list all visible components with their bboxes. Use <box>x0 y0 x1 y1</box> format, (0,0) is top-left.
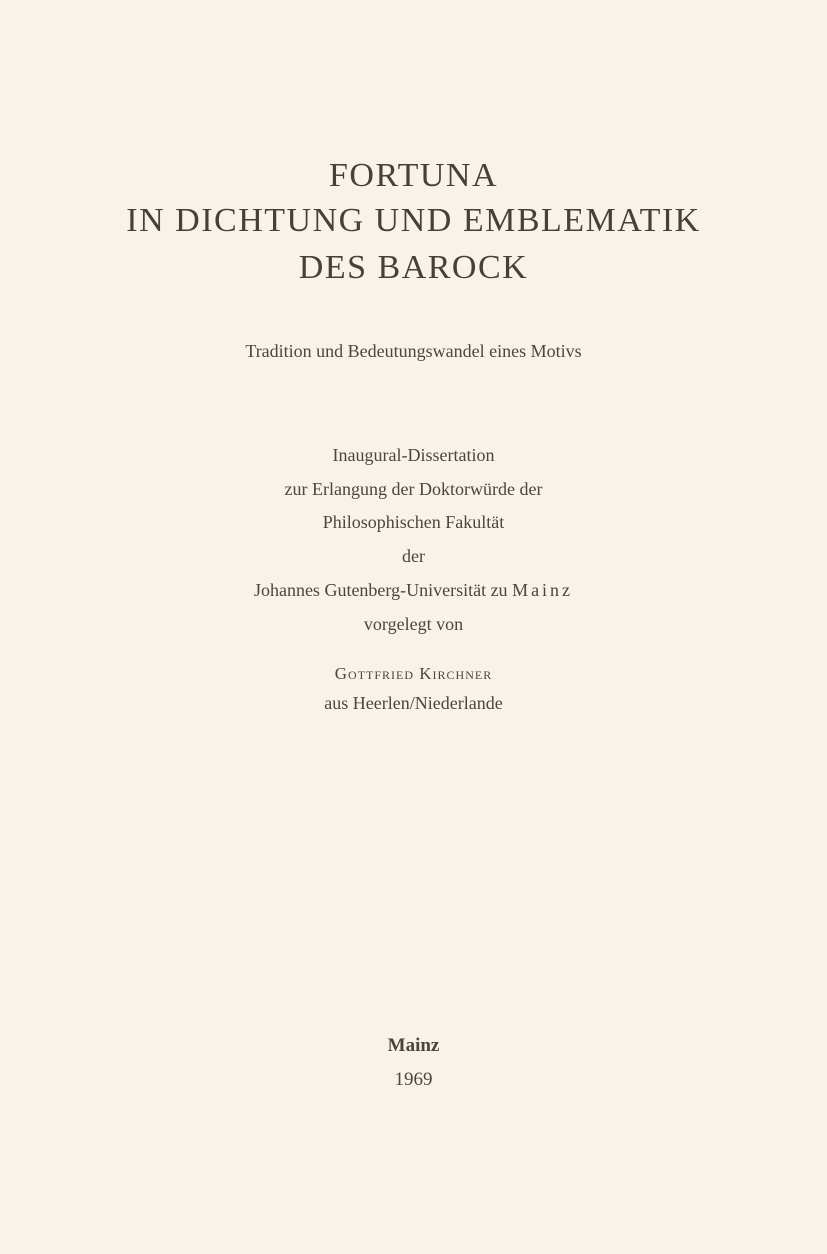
title-line-1: FORTUNA <box>328 157 499 194</box>
imprint-place: Mainz <box>387 1035 440 1056</box>
imprint-year: 1969 <box>394 1069 433 1090</box>
university-city: Mainz <box>512 580 574 600</box>
author-name: Gottfried Kirchner <box>334 664 493 683</box>
dissertation-line-2: zur Erlangung der Doktorwürde der <box>284 479 543 499</box>
subtitle: Tradition und Bedeutungswandel eines Motivs <box>245 341 582 361</box>
dissertation-line-1: Inaugural-Dissertation <box>332 445 495 465</box>
university-text: Johannes Gutenberg-Universität zu <box>253 580 513 600</box>
title-line-3: DES BAROCK <box>298 249 529 286</box>
title-line-2: IN DICHTUNG UND EMBLEMATIK <box>126 202 701 239</box>
dissertation-line-4: der <box>402 546 425 566</box>
dissertation-line-5 <box>0 578 827 602</box>
author-origin: aus Heerlen/Niederlande <box>324 693 503 713</box>
dissertation-line-3: Philosophischen Fakultät <box>322 512 505 532</box>
dissertation-line-6: vorgelegt von <box>363 614 464 634</box>
